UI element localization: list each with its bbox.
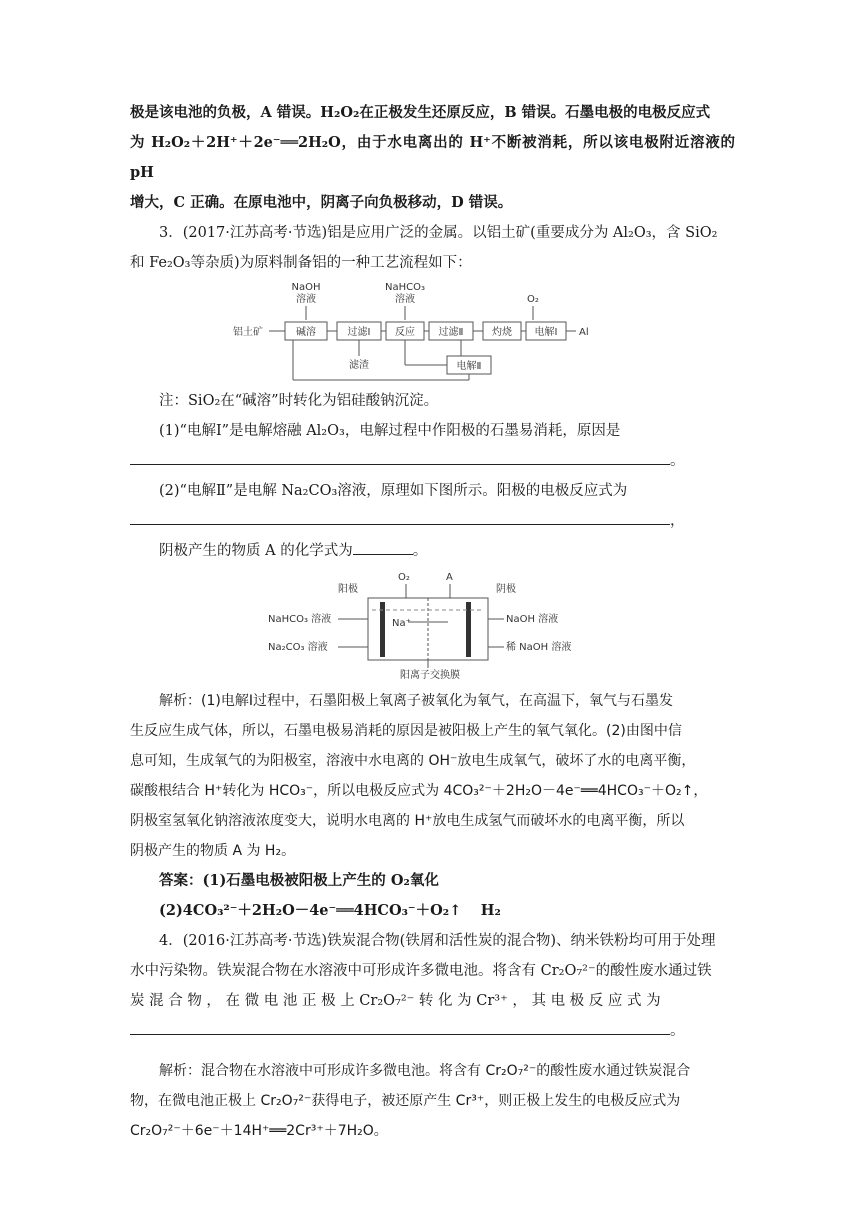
analysis-line: Cr₂O₇²⁻＋6e⁻＋14H⁺══2Cr³⁺＋7H₂O。 bbox=[130, 1123, 388, 1139]
analysis-line: 解析：混合物在水溶液中可形成许多微电池。将含有 Cr₂O₇²⁻的酸性废水通过铁炭混合 bbox=[159, 1063, 691, 1079]
cell-na-label: Na⁺ bbox=[391, 618, 411, 629]
sub-question-1: (1)“电解Ⅰ”是电解熔融 Al₂O₃，电解过程中作阳极的石墨易消耗，原因是 bbox=[159, 423, 621, 439]
sub-question-2b: 阴极产生的物质 A 的化学式为 。 bbox=[130, 536, 735, 566]
blank-short[interactable] bbox=[353, 540, 413, 555]
flow-o2-label: O₂ bbox=[526, 294, 539, 305]
text-line: 增大，C 正确。在原电池中，阴离子向负极移动，D 错误。 bbox=[130, 194, 513, 211]
analysis-section bbox=[130, 686, 735, 866]
blank-line[interactable] bbox=[130, 1018, 670, 1035]
flow-nahco3-solution-label: 溶液 bbox=[394, 294, 415, 305]
cell-o2-label: O₂ bbox=[397, 572, 410, 583]
flow-naoh-solution-label: 溶液 bbox=[295, 294, 316, 305]
cell-in-left-2: Na₂CO₃ 溶液 bbox=[267, 642, 328, 653]
analysis-line: 解析：(1)电解Ⅰ过程中，石墨阳极上氧离子被氧化为氧气，在高温下，氧气与石墨发 bbox=[159, 693, 673, 709]
cell-in-left-1: NaHCO₃ 溶液 bbox=[267, 614, 331, 625]
flow-al-label: Al bbox=[578, 327, 589, 338]
analysis-line: 碳酸根结合 H⁺转化为 HCO₃⁻，所以电极反应式为 4CO₃²⁻＋2H₂O－4e⁻══4HCO₃⁻＋O₂↑， bbox=[130, 783, 708, 799]
flow-step-3: 反应 bbox=[394, 327, 415, 338]
cell-out-right-1: NaOH 溶液 bbox=[505, 614, 558, 625]
cell-anode-label: 阳极 bbox=[337, 584, 358, 595]
answer-blank-1: 。 bbox=[130, 446, 735, 476]
flow-step-7: 电解Ⅱ bbox=[456, 361, 481, 372]
question-4-line: 4．(2016·江苏高考·节选)铁炭混合物(铁屑和活性炭的混合物)、纳米铁粉均可用于处理 bbox=[159, 933, 716, 949]
flow-nahco3-label: NaHCO₃ bbox=[384, 282, 425, 293]
flow-naoh-label: NaOH bbox=[291, 282, 320, 293]
answer-blank-4: 。 bbox=[130, 1016, 735, 1046]
question-3-line: 3．(2017·江苏高考·节选)铝是应用广泛的金属。以铝土矿(重要成分为 Al₂O₃，含 SiO₂ bbox=[159, 225, 718, 241]
text-line: 为 H₂O₂＋2H⁺＋2e⁻══2H₂O，由于水电离出的 H⁺不断被消耗，所以该电极附近溶液的 pH bbox=[130, 134, 735, 181]
blank-line[interactable] bbox=[130, 508, 670, 525]
sub-question-2: (2)“电解Ⅱ”是电解 Na₂CO₃溶液，原理如下图所示。阳极的电极反应式为 bbox=[159, 483, 628, 499]
flow-ore-label: 铝土矿 bbox=[232, 327, 263, 338]
analysis-line: 阴极室氢氧化钠溶液浓度变大，说明水电离的 H⁺放电生成氢气而破坏水的电离平衡，所以 bbox=[130, 813, 685, 829]
cell-out-right-2: 稀 NaOH 溶液 bbox=[505, 642, 571, 653]
cell-cathode-label: 阴极 bbox=[495, 584, 516, 595]
analysis-line: 生反应生成气体，所以，石墨电极易消耗的原因是被阳极上产生的氧气氧化。(2)由图中信 bbox=[130, 723, 682, 739]
flow-step-1: 碱溶 bbox=[295, 327, 316, 338]
document-page bbox=[130, 98, 735, 1146]
question-3-line: 和 Fe₂O₃等杂质)为原料制备铝的一种工艺流程如下： bbox=[130, 255, 472, 271]
answer-blank-2: ， bbox=[130, 506, 735, 536]
flow-step-4: 过滤Ⅱ bbox=[438, 327, 463, 338]
flow-step-5: 灼烧 bbox=[491, 327, 512, 338]
analysis-line: 阴极产生的物质 A 为 H₂。 bbox=[130, 843, 296, 859]
blank-line[interactable] bbox=[130, 448, 670, 465]
flow-step-6: 电解Ⅰ bbox=[534, 327, 557, 338]
answer-line: 答案：(1)石墨电极被阳极上产生的 O₂氧化 bbox=[159, 872, 439, 889]
flow-step-2: 过滤Ⅰ bbox=[347, 327, 370, 338]
question-4-line: 水中污染物。铁炭混合物在水溶液中可形成许多微电池。将含有 Cr₂O₇²⁻的酸性废水通过铁 bbox=[130, 963, 712, 979]
analysis-line: 物，在微电池正极上 Cr₂O₇²⁻获得电子，被还原产生 Cr³⁺，则正极上发生的电极反应式为 bbox=[130, 1093, 681, 1109]
analysis-line: 息可知，生成氧气的为阳极室，溶液中水电离的 OH⁻放电生成氧气，破坏了水的电离平衡， bbox=[130, 753, 696, 769]
cell-a-label: A bbox=[445, 572, 453, 583]
process-flow-diagram bbox=[233, 282, 633, 382]
electrolysis-cell-diagram bbox=[268, 570, 598, 682]
text-line: 极是该电池的负极，A 错误。H₂O₂在正极发生还原反应，B 错误。石墨电极的电极反应式 bbox=[130, 104, 711, 121]
note-line: 注：SiO₂在“碱溶”时转化为铝硅酸钠沉淀。 bbox=[159, 393, 439, 409]
cell-membrane-label: 阳离子交换膜 bbox=[399, 670, 460, 681]
analysis-section-4 bbox=[130, 1056, 735, 1146]
answer-line: (2)4CO₃²⁻＋2H₂O－4e⁻══4HCO₃⁻＋O₂↑ H₂ bbox=[159, 902, 501, 919]
question-4-line: 炭 混 合 物 ， 在 微 电 池 正 极 上 Cr₂O₇²⁻ 转 化 为 Cr³⁺ ， 其 电 极 反 应 式 为 bbox=[130, 993, 661, 1009]
flow-residue-label: 滤渣 bbox=[348, 360, 369, 371]
